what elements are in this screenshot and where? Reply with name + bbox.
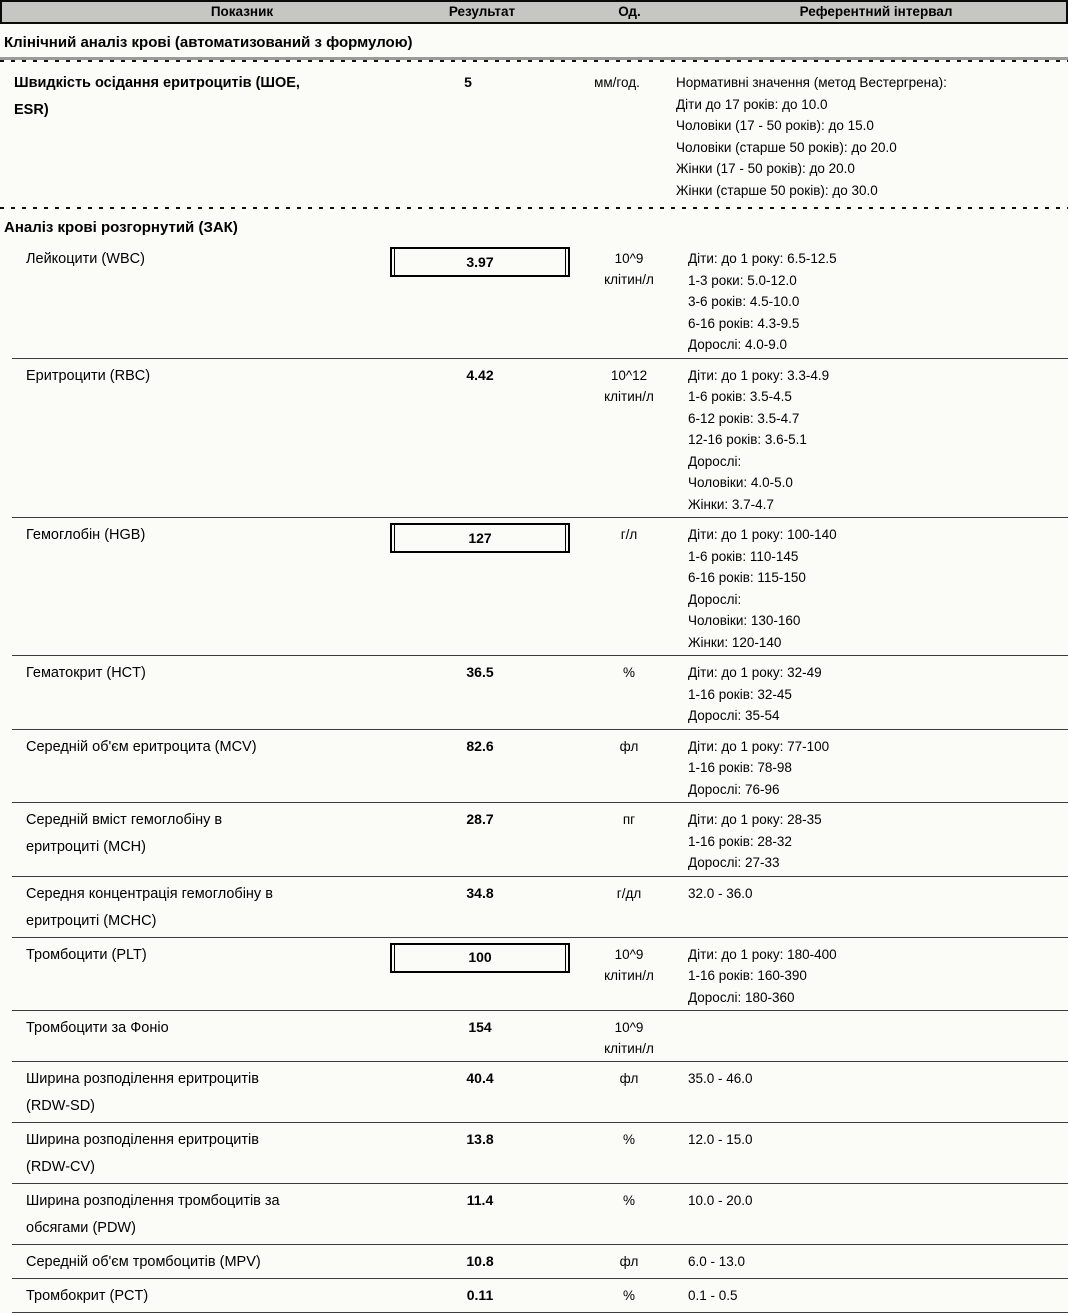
test-unit: 10^9 клітин/л [604,251,654,287]
test-name: Швидкість осідання еритроцитів (ШОЕ, ESR) [14,75,300,118]
reference-interval: 12.0 - 15.0 [688,1132,753,1147]
reference-interval: 10.0 - 20.0 [688,1193,753,1208]
test-result-cell [380,1017,580,1038]
test-unit: 10^12 клітин/л [604,367,654,404]
test-unit: 10^9 клітин/л [604,1020,654,1056]
reference-interval: Діти: до 1 року: 6.5-12.5 1-3 роки: 5.0-12.0 3-6 років: 4.5-10.0 6-16 років: 4.3-9.5 Дорослі: 4.0-9.0 [688,251,837,352]
test-name: Середній об'єм еритроцита (MCV) [26,738,257,755]
test-result: 10.8 [466,1253,494,1269]
test-result: 13.8 [466,1131,494,1147]
test-unit: г/л [620,527,638,542]
test-unit: пг [622,812,636,827]
test-result: 34.8 [466,884,494,901]
test-unit: фл [619,1254,639,1269]
column-header-unit: Од. [618,4,641,19]
test-unit: фл [619,738,639,754]
test-unit: фл [619,1071,639,1086]
test-unit: мм/год. [594,75,640,90]
reference-interval: Діти: до 1 року: 180-400 1-16 років: 160-390 Дорослі: 180-360 [688,946,837,1005]
table-row-rbc [12,358,1068,518]
abnormal-result-box [390,943,570,973]
test-result: 0.11 [466,1287,494,1303]
table-row-pdw [12,1183,1068,1244]
table-row-plt-fonio [12,1010,1068,1061]
test-result: 154 [468,1019,492,1035]
reference-interval: Діти: до 1 року: 100-140 1-6 років: 110-145 6-16 років: 115-150 Дорослі: Чоловіки: 130-160 Жінки: 120-140 [688,527,837,650]
test-result: 82.6 [466,737,494,754]
test-result: 36.5 [466,664,494,680]
test-result-cell [380,809,580,830]
test-unit: % [622,1132,635,1147]
reference-interval: 6.0 - 13.0 [688,1254,746,1269]
test-result: 127 [468,529,492,546]
test-unit: % [622,1193,635,1208]
test-result: 3.97 [466,253,494,270]
table-row-rdw-sd [12,1061,1068,1122]
abnormal-result-box [390,523,570,553]
reference-interval: 32.0 - 36.0 [688,885,753,901]
test-result: 40.4 [466,1070,494,1086]
test-result-cell [380,248,580,277]
section-title-cbc: Аналіз крові розгорнутий (ЗАК) [4,219,238,236]
table-row-mpv [12,1244,1068,1278]
test-result: 100 [468,949,492,965]
test-name: Ширина розподілення тромбоцитів за обсягами (PDW) [26,1193,280,1236]
abnormal-result-box [390,247,570,277]
reference-interval: 0.1 - 0.5 [688,1288,738,1303]
table-row-wbc [12,242,1068,358]
table-row-esr [0,62,1068,207]
test-name: Середня концентрація гемоглобіну в еритроциті (MCHC) [26,885,273,929]
test-result-cell [380,944,580,973]
test-result-cell [380,1129,580,1150]
test-result-cell [380,524,580,553]
test-result-cell [380,1068,580,1089]
table-row-plt [12,937,1068,1011]
reference-interval: Нормативні значення (метод Вестергрена): Діти до 17 років: до 10.0 Чоловіки (17 - 50 років): до 15.0 Чоловіки (старше 50 років): до 20.0 Жінки (17 - 50 років): до 20.0 Жінки (старше 50 років): до 30.0 [676,75,947,198]
test-result: 5 [464,74,472,90]
test-name: Середній вміст гемоглобіну в еритроциті (MCH) [26,812,223,855]
test-result-cell [380,1251,580,1272]
table-row-mchc [12,876,1068,937]
table-row-hct [12,655,1068,729]
test-result: 28.7 [466,811,494,827]
table-row-hgb [12,517,1068,655]
table-row-mcv [12,729,1068,803]
table-row-mch [12,802,1068,876]
test-unit: г/дл [616,885,642,901]
test-name: Тромбокрит (PCT) [26,1288,149,1304]
test-result-cell [380,365,580,386]
test-name: Ширина розподілення еритроцитів (RDW-CV) [26,1132,259,1175]
test-result-cell [368,72,568,93]
column-header-indicator: Показник [210,4,274,19]
test-name: Середній об'єм тромбоцитів (MPV) [26,1254,261,1270]
test-result: 4.42 [466,366,494,383]
test-name: Гемоглобін (HGB) [26,527,146,543]
test-name: Еритроцити (RBC) [26,367,151,384]
test-unit: 10^9 клітин/л [604,946,654,983]
test-result-cell [380,1190,580,1211]
test-name: Тромбоцити (PLT) [26,946,147,963]
test-name: Ширина розподілення еритроцитів (RDW-SD) [26,1071,259,1114]
test-result-cell [380,1285,580,1306]
test-unit: % [622,665,635,680]
test-result-cell [380,662,580,683]
reference-interval: Діти: до 1 року: 3.3-4.9 1-6 років: 3.5-4.5 6-12 років: 3.5-4.7 12-16 років: 3.6-5.1 Дорослі: Чоловіки: 4.0-5.0 Жінки: 3.7-4.7 [688,367,830,512]
test-name: Тромбоцити за Фоніо [26,1020,169,1036]
table-row-pct [12,1278,1068,1313]
test-result: 11.4 [466,1192,494,1208]
section-title-clinical-analysis: Клінічний аналіз крові (автоматизований з формулою) [4,34,413,51]
test-name: Лейкоцити (WBC) [26,251,145,267]
table-row-rdw-cv [12,1122,1068,1183]
test-unit: % [622,1288,635,1303]
reference-interval: 35.0 - 46.0 [688,1071,753,1086]
column-header-result: Результат [448,4,516,19]
test-name: Гематокрит (HCT) [26,665,146,681]
reference-interval: Діти: до 1 року: 28-35 1-16 років: 28-32 Дорослі: 27-33 [688,812,822,870]
column-header-reference: Референтний інтервал [799,4,953,19]
table-header [0,0,1068,24]
reference-interval: Діти: до 1 року: 32-49 1-16 років: 32-45 Дорослі: 35-54 [688,665,822,723]
test-result-cell [380,736,580,757]
test-result-cell [380,883,580,904]
reference-interval: Діти: до 1 року: 77-100 1-16 років: 78-98 Дорослі: 76-96 [688,738,830,797]
